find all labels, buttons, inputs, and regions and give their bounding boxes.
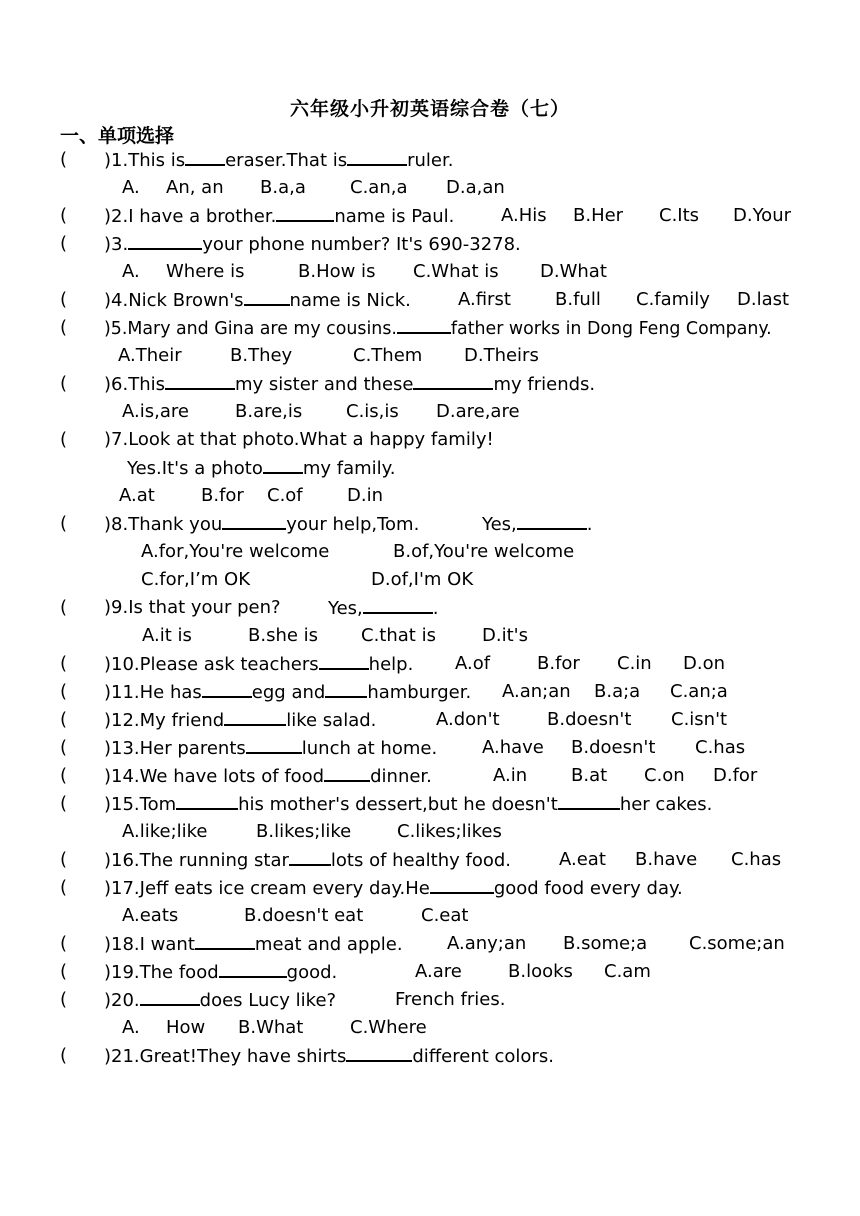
question-stem: )10.Please ask teachers help. xyxy=(104,650,413,679)
option-b: B.likes;like xyxy=(256,821,352,842)
option-c: C.of xyxy=(267,485,303,506)
option-b: B.doesn't eat xyxy=(244,905,364,926)
answer-paren: ( xyxy=(60,429,68,450)
question-stem: )3. your phone number? It's 690-3278. xyxy=(104,230,521,259)
question-stem: )9.Is that your pen? xyxy=(104,597,281,618)
option-c: C.an,a xyxy=(350,177,408,198)
blank xyxy=(413,370,493,390)
blank xyxy=(140,986,200,1006)
option-a: A.Their xyxy=(118,345,182,366)
option-b: B.How is xyxy=(298,261,376,282)
blank xyxy=(517,510,587,530)
answer-paren: ( xyxy=(60,961,68,982)
option-a-text: How xyxy=(166,1017,206,1038)
blank xyxy=(558,790,620,810)
option-d: D.on xyxy=(683,653,726,674)
option-d: D.a,an xyxy=(446,177,505,198)
option-b: B.for xyxy=(201,485,244,506)
option-c: C.Where xyxy=(350,1017,427,1038)
question-stem: )5.Mary and Gina are my cousins. father works in Dong Feng Company. xyxy=(104,314,772,343)
blank xyxy=(319,650,369,670)
option-d: D.are,are xyxy=(436,401,520,422)
option-c: C.is,is xyxy=(346,401,399,422)
answer-paren: ( xyxy=(60,149,68,170)
option-a: A.His xyxy=(501,205,547,226)
option-b: B.at xyxy=(571,765,608,786)
blank xyxy=(165,370,235,390)
option-a: A.first xyxy=(458,289,511,310)
blank xyxy=(244,286,290,306)
answer-paren: ( xyxy=(60,765,68,786)
blank xyxy=(185,146,225,166)
option-c: C.isn't xyxy=(671,709,728,730)
option-b: B.for xyxy=(537,653,580,674)
blank xyxy=(219,958,287,978)
blank xyxy=(195,930,255,950)
blank xyxy=(224,706,286,726)
option-c: C.likes;likes xyxy=(397,821,502,842)
question-stem: )8.Thank you your help,Tom. xyxy=(104,510,419,539)
answer-paren: ( xyxy=(60,989,68,1010)
option-a: A.an;an xyxy=(502,681,571,702)
answer-line: Yes, . xyxy=(482,510,593,539)
blank xyxy=(222,510,286,530)
option-c: C.for,I’m OK xyxy=(141,569,251,590)
option-d: D.Your xyxy=(733,205,792,226)
option-d: D.of,I'm OK xyxy=(371,569,474,590)
option-c: C.has xyxy=(695,737,746,758)
option-b: B.What xyxy=(238,1017,304,1038)
option-b: B.doesn't xyxy=(547,709,632,730)
page-title: 六年级小升初英语综合卷（七） xyxy=(289,98,570,120)
answer-paren: ( xyxy=(60,709,68,730)
option-b: B.full xyxy=(555,289,601,310)
option-a: A.at xyxy=(119,485,155,506)
option-b: B.doesn't xyxy=(571,737,656,758)
option-b: B.some;a xyxy=(563,933,648,954)
option-a-text: Where is xyxy=(166,261,245,282)
option-b: B.have xyxy=(635,849,698,870)
question-stem: )6.This my sister and these my friends. xyxy=(104,370,595,399)
blank xyxy=(363,594,433,614)
option-c: C.Its xyxy=(659,205,700,226)
option-c: C.eat xyxy=(421,905,469,926)
option-c: C.on xyxy=(644,765,685,786)
answer-paren: ( xyxy=(60,289,68,310)
question-stem-continued: Yes.It's a photo my family. xyxy=(127,454,396,483)
question-stem: )18.I want meat and apple. xyxy=(104,930,403,959)
blank xyxy=(324,762,370,782)
option-b: B.are,is xyxy=(235,401,303,422)
question-stem: )14.We have lots of food dinner. xyxy=(104,762,432,791)
blank xyxy=(289,846,331,866)
option-b: B.Her xyxy=(573,205,624,226)
option-a: A. xyxy=(122,177,140,198)
option-a: A.for,You're welcome xyxy=(141,541,330,562)
option-a: A.eats xyxy=(122,905,179,926)
answer-paren: ( xyxy=(60,793,68,814)
answer-paren: ( xyxy=(60,933,68,954)
option-a: A.is,are xyxy=(122,401,189,422)
option-c: C.an;a xyxy=(670,681,728,702)
option-c: C.What is xyxy=(413,261,499,282)
question-stem: )17.Jeff eats ice cream every day.He good food every day. xyxy=(104,874,683,903)
option-d: D.in xyxy=(347,485,383,506)
answer-paren: ( xyxy=(60,1045,68,1066)
blank xyxy=(176,790,238,810)
option-a: A.have xyxy=(482,737,544,758)
option-a: A.eat xyxy=(559,849,606,870)
answer-text: French fries. xyxy=(395,989,506,1010)
blank xyxy=(325,678,367,698)
answer-paren: ( xyxy=(60,317,68,338)
blank xyxy=(430,874,494,894)
answer-paren: ( xyxy=(60,205,68,226)
blank xyxy=(346,1042,412,1062)
question-stem: )7.Look at that photo.What a happy family! xyxy=(104,429,494,450)
question-stem: )1.This is eraser.That is ruler. xyxy=(104,146,453,175)
answer-paren: ( xyxy=(60,597,68,618)
option-a-text: An, an xyxy=(166,177,224,198)
option-c: C.Them xyxy=(353,345,423,366)
question-stem: )16.The running star lots of healthy food. xyxy=(104,846,511,875)
blank xyxy=(263,454,303,474)
option-a: A.of xyxy=(455,653,491,674)
option-a: A. xyxy=(122,1017,140,1038)
answer-paren: ( xyxy=(60,373,68,394)
section-heading: 一、单项选择 xyxy=(60,125,175,147)
answer-paren: ( xyxy=(60,233,68,254)
option-d: D.Theirs xyxy=(464,345,539,366)
option-a: A. xyxy=(122,261,140,282)
answer-paren: ( xyxy=(60,513,68,534)
answer-line: Yes, . xyxy=(328,594,439,623)
question-stem: )11.He has egg and hamburger. xyxy=(104,678,471,707)
blank xyxy=(202,678,252,698)
option-d: D.What xyxy=(540,261,607,282)
option-d: D.for xyxy=(713,765,758,786)
answer-paren: ( xyxy=(60,681,68,702)
option-a: A.don't xyxy=(436,709,500,730)
blank xyxy=(276,202,334,222)
question-stem: )21.Great!They have shirts different colors. xyxy=(104,1042,554,1071)
question-stem: )15.Tom his mother's dessert,but he doesn't her cakes. xyxy=(104,790,712,819)
question-stem: )12.My friend like salad. xyxy=(104,706,376,735)
option-d: D.last xyxy=(737,289,790,310)
option-a: A.are xyxy=(415,961,462,982)
answer-paren: ( xyxy=(60,849,68,870)
option-c: C.has xyxy=(731,849,782,870)
answer-paren: ( xyxy=(60,653,68,674)
blank xyxy=(246,734,302,754)
question-stem: )13.Her parents lunch at home. xyxy=(104,734,437,763)
option-b: B.a,a xyxy=(260,177,306,198)
blank xyxy=(347,146,407,166)
option-d: D.it's xyxy=(482,625,528,646)
option-a: A.any;an xyxy=(447,933,527,954)
option-a: A.it is xyxy=(142,625,192,646)
question-stem: )2.I have a brother. name is Paul. xyxy=(104,202,454,231)
option-a: A.like;like xyxy=(122,821,208,842)
option-c: C.that is xyxy=(361,625,436,646)
blank xyxy=(397,314,451,334)
option-c: C.in xyxy=(617,653,652,674)
option-b: B.of,You're welcome xyxy=(393,541,575,562)
option-c: C.family xyxy=(636,289,710,310)
question-stem: )20. does Lucy like? xyxy=(104,986,336,1015)
question-stem: )19.The food good. xyxy=(104,958,337,987)
question-stem: )4.Nick Brown's name is Nick. xyxy=(104,286,411,315)
answer-paren: ( xyxy=(60,877,68,898)
option-c: C.am xyxy=(604,961,651,982)
answer-paren: ( xyxy=(60,737,68,758)
option-a: A.in xyxy=(493,765,528,786)
option-b: B.looks xyxy=(508,961,573,982)
blank xyxy=(128,230,202,250)
option-b: B.a;a xyxy=(594,681,641,702)
option-b: B.she is xyxy=(248,625,319,646)
option-c: C.some;an xyxy=(689,933,785,954)
option-b: B.They xyxy=(230,345,293,366)
